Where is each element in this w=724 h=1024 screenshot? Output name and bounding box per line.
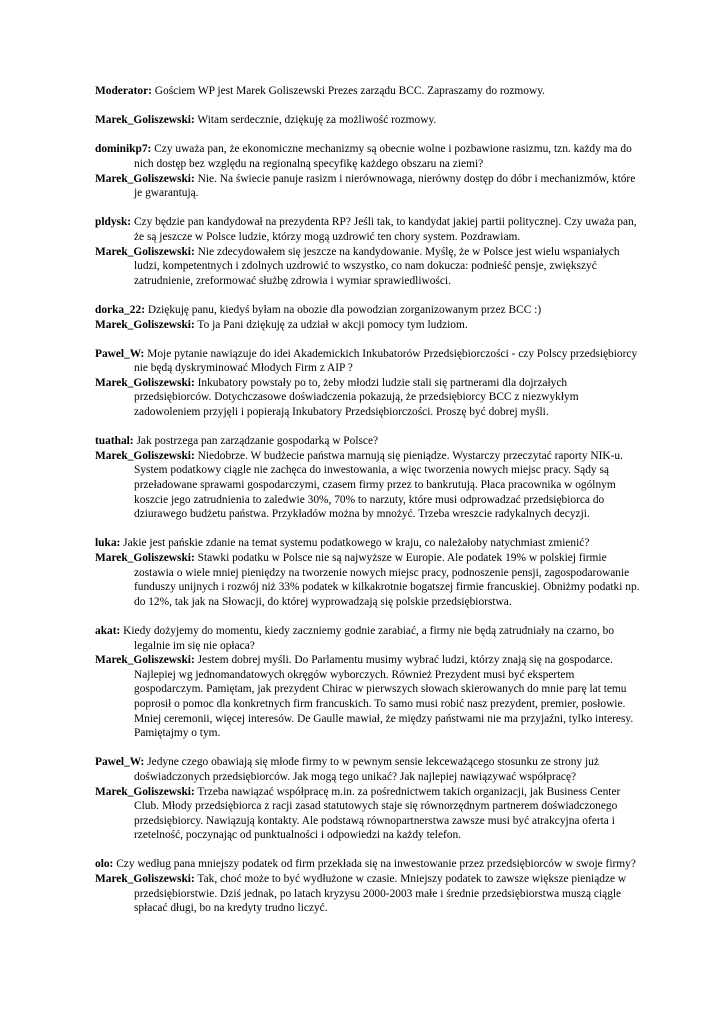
exchange-block bbox=[95, 347, 640, 420]
speaker-name: Marek_Goliszewski: bbox=[95, 172, 195, 185]
turn-text: Tak, choć może to być wydłużone w czasie. Mniejszy podatek to zawsze większe pieniądze w przedsiębiorstwie. Dziś jednak, po latach kryzysu 2000-2003 małe i średnie przedsiębiorstwa muszą ciągle spłacać długi, bo na kredyty trudno liczyć. bbox=[134, 873, 627, 915]
turn-text: Moje pytanie nawiązuje do idei Akademickich Inkubatorów Przedsiębiorczości - czy Polscy przedsiębiorcy nie będą dyskryminować Młodych Firm z AIP ? bbox=[134, 347, 638, 375]
transcript-turn bbox=[95, 303, 640, 318]
speaker-name: Marek_Goliszewski: bbox=[95, 318, 195, 331]
transcript-turn bbox=[95, 84, 640, 99]
transcript-turn bbox=[95, 755, 640, 784]
speaker-name: Marek_Goliszewski: bbox=[95, 552, 195, 564]
speaker-name: dorka_22: bbox=[95, 303, 145, 316]
speaker-name: olo: bbox=[95, 858, 114, 871]
exchange-block bbox=[95, 303, 640, 332]
transcript-turn bbox=[95, 785, 640, 843]
transcript-turn bbox=[95, 449, 640, 522]
transcript-turn bbox=[95, 653, 640, 741]
exchange-block bbox=[95, 434, 640, 522]
turn-text: Witam serdecznie, dziękuję za możliwość rozmowy. bbox=[194, 114, 437, 127]
speaker-name: pldysk: bbox=[95, 216, 132, 229]
speaker-name: Marek_Goliszewski: bbox=[95, 376, 195, 389]
exchange-block bbox=[95, 84, 640, 99]
speaker-name: Marek_Goliszewski: bbox=[95, 873, 195, 886]
turn-text: Dziękuję panu, kiedyś byłam na obozie dla powodzian zorganizowanym przez BCC :) bbox=[145, 303, 542, 316]
turn-text: Nie zdecydowałem się jeszcze na kandydowanie. Myślę, że w Polsce jest wielu wspaniałych ludzi, kompetentnych i zdolnych uzdrowić to wszystko, co nam dokucza: podnieść pensje, zwiększyć zatrudnienie, zreformować służbę zdrowia i wymiar sprawiedliwości. bbox=[134, 245, 620, 287]
transcript-turn bbox=[95, 245, 640, 289]
speaker-name: tuathal: bbox=[95, 435, 134, 448]
speaker-name: Marek_Goliszewski: bbox=[95, 449, 195, 462]
transcript-turn bbox=[95, 376, 640, 420]
transcript-turn bbox=[95, 624, 640, 653]
speaker-name: Marek_Goliszewski: bbox=[95, 245, 195, 258]
exchange-block bbox=[95, 624, 640, 741]
exchange-block bbox=[95, 215, 640, 288]
exchange-block bbox=[95, 113, 640, 128]
turn-text: Czy uważa pan, że ekonomiczne mechanizmy są obecnie wolne i pozbawione rasizmu, tzn. każdy ma do nich dostęp bez względu na regionalną specyfikę każdego obszaru na ziemi? bbox=[134, 143, 632, 170]
transcript-turn bbox=[95, 347, 640, 376]
transcript-turn bbox=[95, 172, 640, 201]
speaker-name: dominikp7: bbox=[95, 143, 152, 156]
turn-text: Stawki podatku w Polsce nie są najwyższe w Europie. Ale podatek 19% w polskiej firmie zostawia o wiele mniej pieniędzy na tworzenie nowych miejsc pracy, podnoszenie pensji, zagospodarowanie funduszy unijnych i rozwój niż 33% podatek w kilkakrotnie bogatszej firmie francuskiej. Obniżmy podatki np. do 12%, tak jak na Słowacji, do której wyprowadzają się polskie przedsiębiorstwa. bbox=[134, 552, 640, 608]
turn-text: Jakie jest pańskie zdanie na temat systemu podatkowego w kraju, co należałoby natychmiast zmienić? bbox=[120, 537, 590, 550]
transcript-turn bbox=[95, 551, 640, 609]
transcript-turn bbox=[95, 536, 640, 551]
turn-text: Kiedy dożyjemy do momentu, kiedy zaczniemy godnie zarabiać, a firmy nie będą zatrudniały na czarno, bo legalnie im się nie opłaca? bbox=[120, 624, 615, 652]
turn-text: Gościem WP jest Marek Goliszewski Prezes zarządu BCC. Zapraszamy do rozmowy. bbox=[151, 85, 546, 97]
turn-text: Niedobrze. W budżecie państwa marnują się pieniądze. Wystarczy przeczytać raporty NIK-u. System podatkowy ciągle nie zachęca do inwestowania, a więc tworzenia nowych miejsc pracy. Sądy są przeładowane sprawami gospodarczymi, czasem firmy przez to bankrutują. Płaca pracownika w ogólnym koszcie jego zatrudnienia to zaledwie 30%, 70% to narzuty, które musi odprowadzać przedsiębiorca do dziurawego budżetu państwa. Przykładów można by mnożyć. Trzeba wreszcie radykalnych decyzji. bbox=[134, 449, 623, 521]
speaker-name: luka: bbox=[95, 537, 121, 550]
transcript-turn bbox=[95, 434, 640, 449]
transcript-turn bbox=[95, 318, 640, 333]
exchange-block bbox=[95, 142, 640, 200]
turn-text: Inkubatory powstały po to, żeby młodzi ludzie stali się partnerami dla dojrzałych przedsiębiorców. Dotychczasowe doświadczenia pokazują, że przedsiębiorcy BCC z niezwykłym zadowoleniem przyjęli i popierają Inkubatory Przedsiębiorczości. Proszę być dobrej myśli. bbox=[134, 376, 579, 419]
speaker-name: Moderator: bbox=[95, 85, 152, 97]
transcript-turn bbox=[95, 142, 640, 171]
turn-text: Jak postrzega pan zarządzanie gospodarką w Polsce? bbox=[133, 435, 379, 448]
interview-transcript bbox=[95, 84, 640, 930]
turn-text: To ja Pani dziękuję za udział w akcji pomocy tym ludziom. bbox=[194, 318, 468, 331]
speaker-name: akat: bbox=[95, 624, 121, 637]
turn-text: Jestem dobrej myśli. Do Parlamentu musimy wybrać ludzi, którzy znają się na gospodarce. Najlepiej wg jednomandatowych okręgów wyborczych. Również Prezydent musi być ekspertem gospodarczym. Pamiętam, jak prezydent Chirac w pierwszych słowach skierowanych do mnie parę lat temu poprosił o pomoc dla konkretnych firm francuskich. To samo musi robić nasz prezydent, premier, posłowie. Mniej ceremonii, więcej interesów. De Gaulle mawiał, że między państwami nie ma przyjaźni, tylko interesy. Pamiętajmy o tym. bbox=[134, 654, 634, 740]
exchange-block bbox=[95, 755, 640, 843]
turn-text: Jedyne czego obawiają się młode firmy to w pewnym sensie lekceważącego stosunku ze strony już doświadczonych przedsiębiorców. Jak mogą tego unikać? Jak najlepiej nawiązywać współpracę? bbox=[134, 756, 599, 783]
transcript-turn bbox=[95, 113, 640, 128]
speaker-name: Marek_Goliszewski: bbox=[95, 785, 195, 798]
speaker-name: Pawel_W: bbox=[95, 756, 145, 769]
transcript-turn bbox=[95, 215, 640, 244]
exchange-block bbox=[95, 536, 640, 609]
turn-text: Trzeba nawiązać współpracę m.in. za pośrednictwem takich organizacji, jak Business Center Club. Młody przedsiębiorca z racji zasad statutowych staje się równorzędnym partnerem doświadczonego przedsiębiorcy. Nawiązują kontakty. Ale podstawą równopartnerstwa zawsze musi być atrakcyjna oferta i rzetelność, poczynając od punktualności i odpowiedzi na każdy telefon. bbox=[134, 785, 621, 842]
turn-text: Czy będzie pan kandydował na prezydenta RP? Jeśli tak, to kandydat jakiej partii politycznej. Czy uważa pan, że są jeszcze w Polsce ludzie, którzy mogą uzdrowić ten chory system. Pozdrawiam. bbox=[131, 216, 637, 243]
speaker-name: Pawel_W: bbox=[95, 347, 145, 360]
transcript-turn bbox=[95, 857, 640, 872]
speaker-name: Marek_Goliszewski: bbox=[95, 654, 195, 667]
exchange-block bbox=[95, 857, 640, 915]
turn-text: Nie. Na świecie panuje rasizm i nierównowaga, nierówny dostęp do dóbr i mechanizmów, które je gwarantują. bbox=[134, 172, 636, 200]
transcript-turn bbox=[95, 872, 640, 916]
speaker-name: Marek_Goliszewski: bbox=[95, 114, 195, 127]
turn-text: Czy według pana mniejszy podatek od firm przekłada się na inwestowanie przez przedsiębiorców w swoje firmy? bbox=[113, 858, 636, 871]
